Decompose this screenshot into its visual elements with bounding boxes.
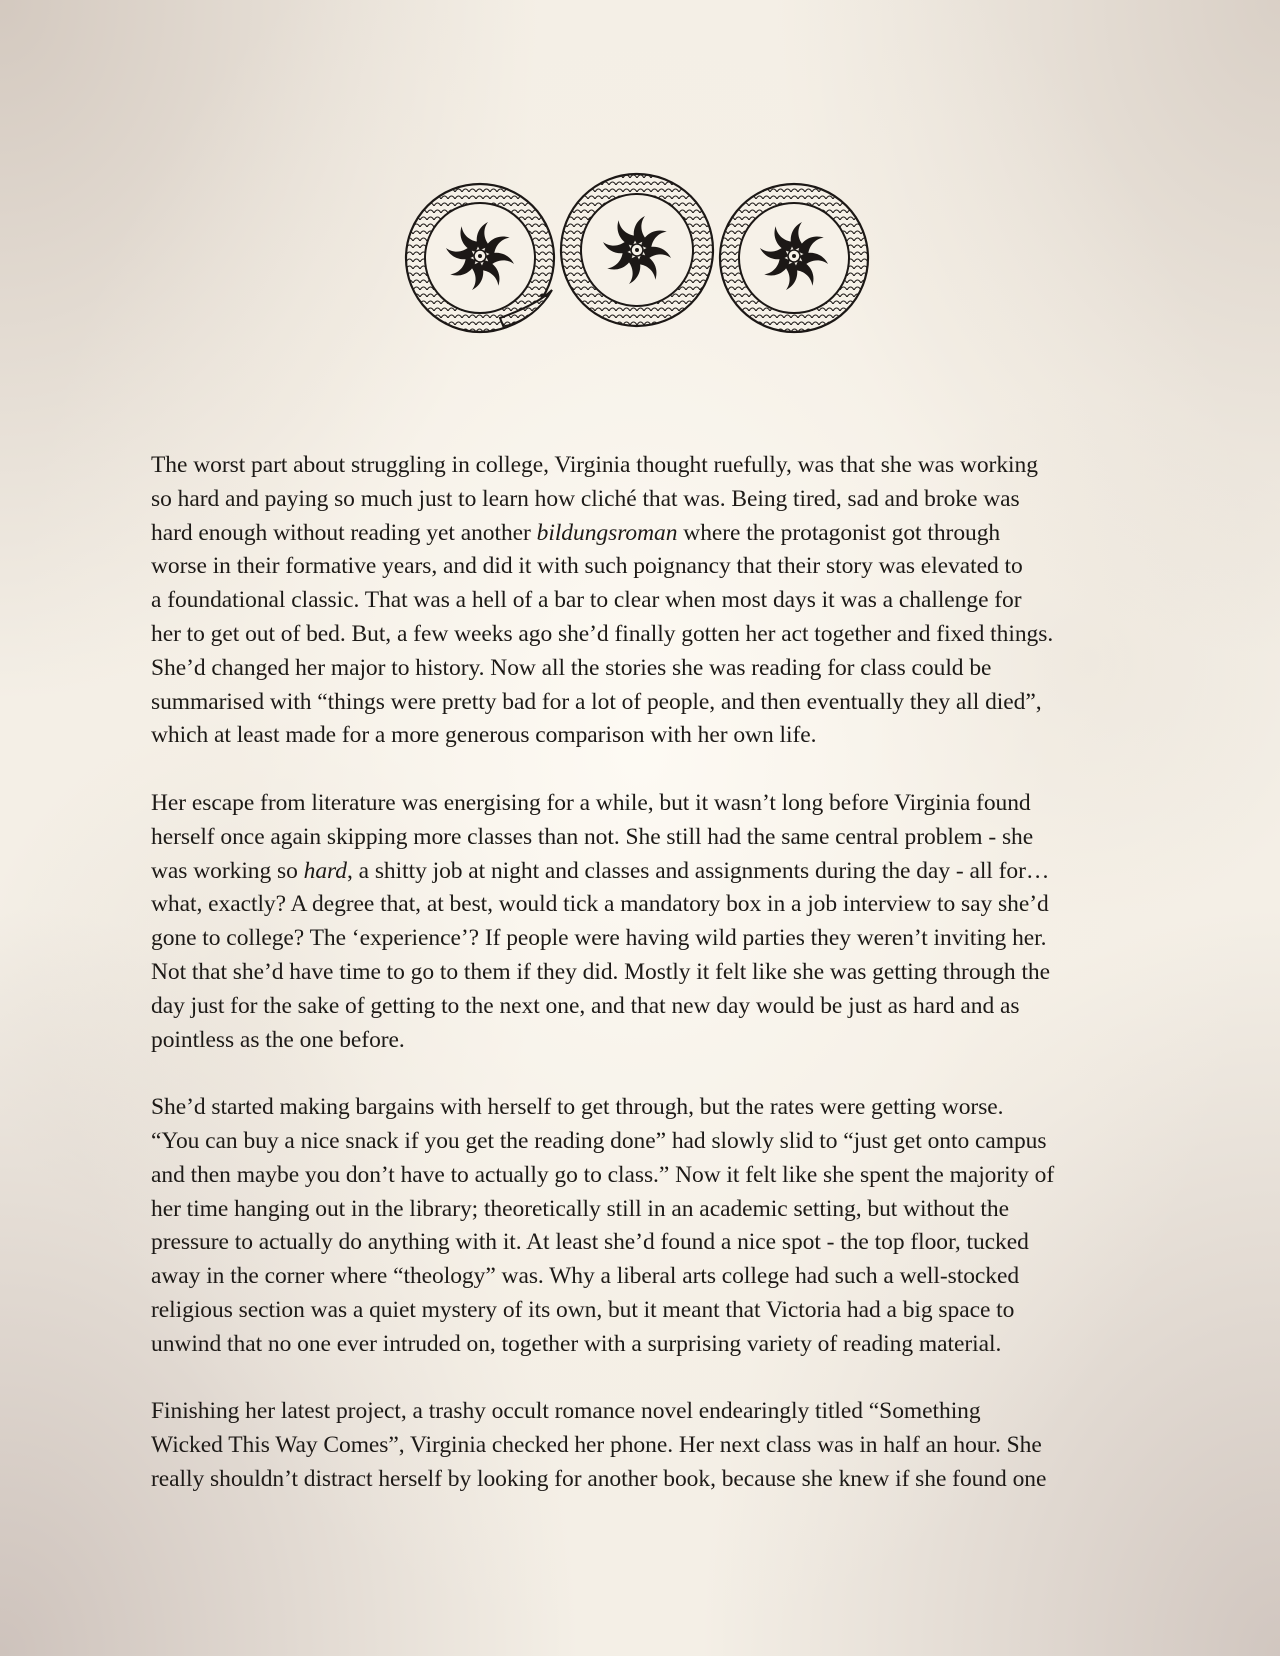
text-line: [151, 483, 1141, 517]
text-run: really shouldn’t distract herself by looking for another book, because she knew if she found one: [151, 1465, 1047, 1492]
text-run: “You can buy a nice snack if you get the reading done” had slowly slid to “just get onto campus: [151, 1127, 1047, 1154]
text-line: [151, 584, 1141, 618]
text-run: and then maybe you don’t have to actually go to class.” Now it felt like she spent the majority of: [151, 1161, 1055, 1188]
italic-text-run: bildungsroman: [536, 519, 678, 546]
text-line: [151, 550, 1141, 584]
text-line: [151, 1395, 1141, 1429]
text-run: unwind that no one ever intruded on, together with a surprising variety of reading material.: [151, 1330, 1002, 1357]
text-run: hard enough without reading yet another: [151, 519, 537, 546]
text-run: herself once again skipping more classes than not. She still had the same central problem - she: [151, 823, 1034, 850]
paragraph: [151, 449, 1141, 753]
text-line: [151, 1294, 1141, 1328]
text-run: her to get out of bed. But, a few weeks ago she’d finally gotten her act together and fixed things.: [151, 620, 1054, 647]
text-line: [151, 787, 1141, 821]
text-line: [151, 855, 1141, 889]
text-run: gone to college? The ‘experience’? If people were having wild parties they weren’t inviting her.: [151, 925, 1047, 952]
paragraph: [151, 1395, 1141, 1496]
text-line: [151, 922, 1141, 956]
text-run: away in the corner where “theology” was. Why a liberal arts college had such a well-stocked: [151, 1263, 1020, 1290]
text-line: [151, 1328, 1141, 1362]
text-run: which at least made for a more generous comparison with her own life.: [151, 722, 817, 749]
text-line: [151, 888, 1141, 922]
ouroboros-ornament-icon: [392, 150, 882, 355]
text-line: [151, 686, 1141, 720]
text-line: [151, 517, 1141, 551]
text-run: day just for the sake of getting to the next one, and that new day would be just as hard and as: [151, 992, 1020, 1019]
paragraph: [151, 1091, 1141, 1361]
text-line: [151, 1429, 1141, 1463]
text-run: She’d started making bargains with herself to get through, but the rates were getting worse.: [151, 1094, 1004, 1121]
text-run: was working so: [151, 857, 304, 884]
text-line: [151, 821, 1141, 855]
text-run: summarised with “things were pretty bad for a lot of people, and then eventually they all died”,: [151, 688, 1042, 715]
text-line: [151, 1091, 1141, 1125]
text-run: Not that she’d have time to go to them if they did. Mostly it felt like she was getting through the: [151, 958, 1050, 985]
text-line: [151, 1226, 1141, 1260]
text-line: [151, 719, 1141, 753]
text-line: [151, 1159, 1141, 1193]
paragraph: [151, 787, 1141, 1057]
text-run: a foundational classic. That was a hell of a bar to clear when most days it was a challenge for: [151, 587, 1022, 614]
text-line: [151, 1463, 1141, 1497]
text-line: [151, 449, 1141, 483]
text-run: She’d changed her major to history. Now all the stories she was reading for class could be: [151, 654, 992, 681]
text-run: where the protagonist got through: [677, 519, 1001, 546]
text-run: Wicked This Way Comes”, Virginia checked her phone. Her next class was in half an hour. She: [151, 1432, 1042, 1459]
text-line: [151, 1193, 1141, 1227]
text-run: pressure to actually do anything with it. At least she’d found a nice spot - the top floor, tucked: [151, 1229, 1029, 1256]
text-run: so hard and paying so much just to learn how cliché that was. Being tired, sad and broke was: [151, 485, 1020, 512]
italic-text-run: hard: [303, 857, 347, 884]
text-run: what, exactly? A degree that, at best, would tick a mandatory box in a job interview to say she’d: [151, 891, 1049, 918]
text-run: , a shitty job at night and classes and assignments during the day - all for…: [346, 857, 1050, 884]
text-line: [151, 1260, 1141, 1294]
text-line: [151, 1125, 1141, 1159]
text-line: [151, 1024, 1141, 1058]
text-run: worse in their formative years, and did it with such poignancy that their story was elevated to: [151, 553, 1023, 580]
text-line: [151, 990, 1141, 1024]
text-run: Her escape from literature was energising for a while, but it wasn’t long before Virginia found: [151, 789, 1031, 816]
text-run: her time hanging out in the library; theoretically still in an academic setting, but without the: [151, 1195, 1009, 1222]
text-run: pointless as the one before.: [151, 1026, 405, 1053]
text-line: [151, 618, 1141, 652]
text-line: [151, 956, 1141, 990]
text-run: The worst part about struggling in college, Virginia thought ruefully, was that she was working: [151, 452, 1038, 478]
story-text: [151, 449, 1141, 1531]
text-run: religious section was a quiet mystery of its own, but it meant that Victoria had a big space to: [151, 1296, 1015, 1323]
text-run: Finishing her latest project, a trashy occult romance novel endearingly titled “Something: [151, 1398, 981, 1425]
text-line: [151, 652, 1141, 686]
